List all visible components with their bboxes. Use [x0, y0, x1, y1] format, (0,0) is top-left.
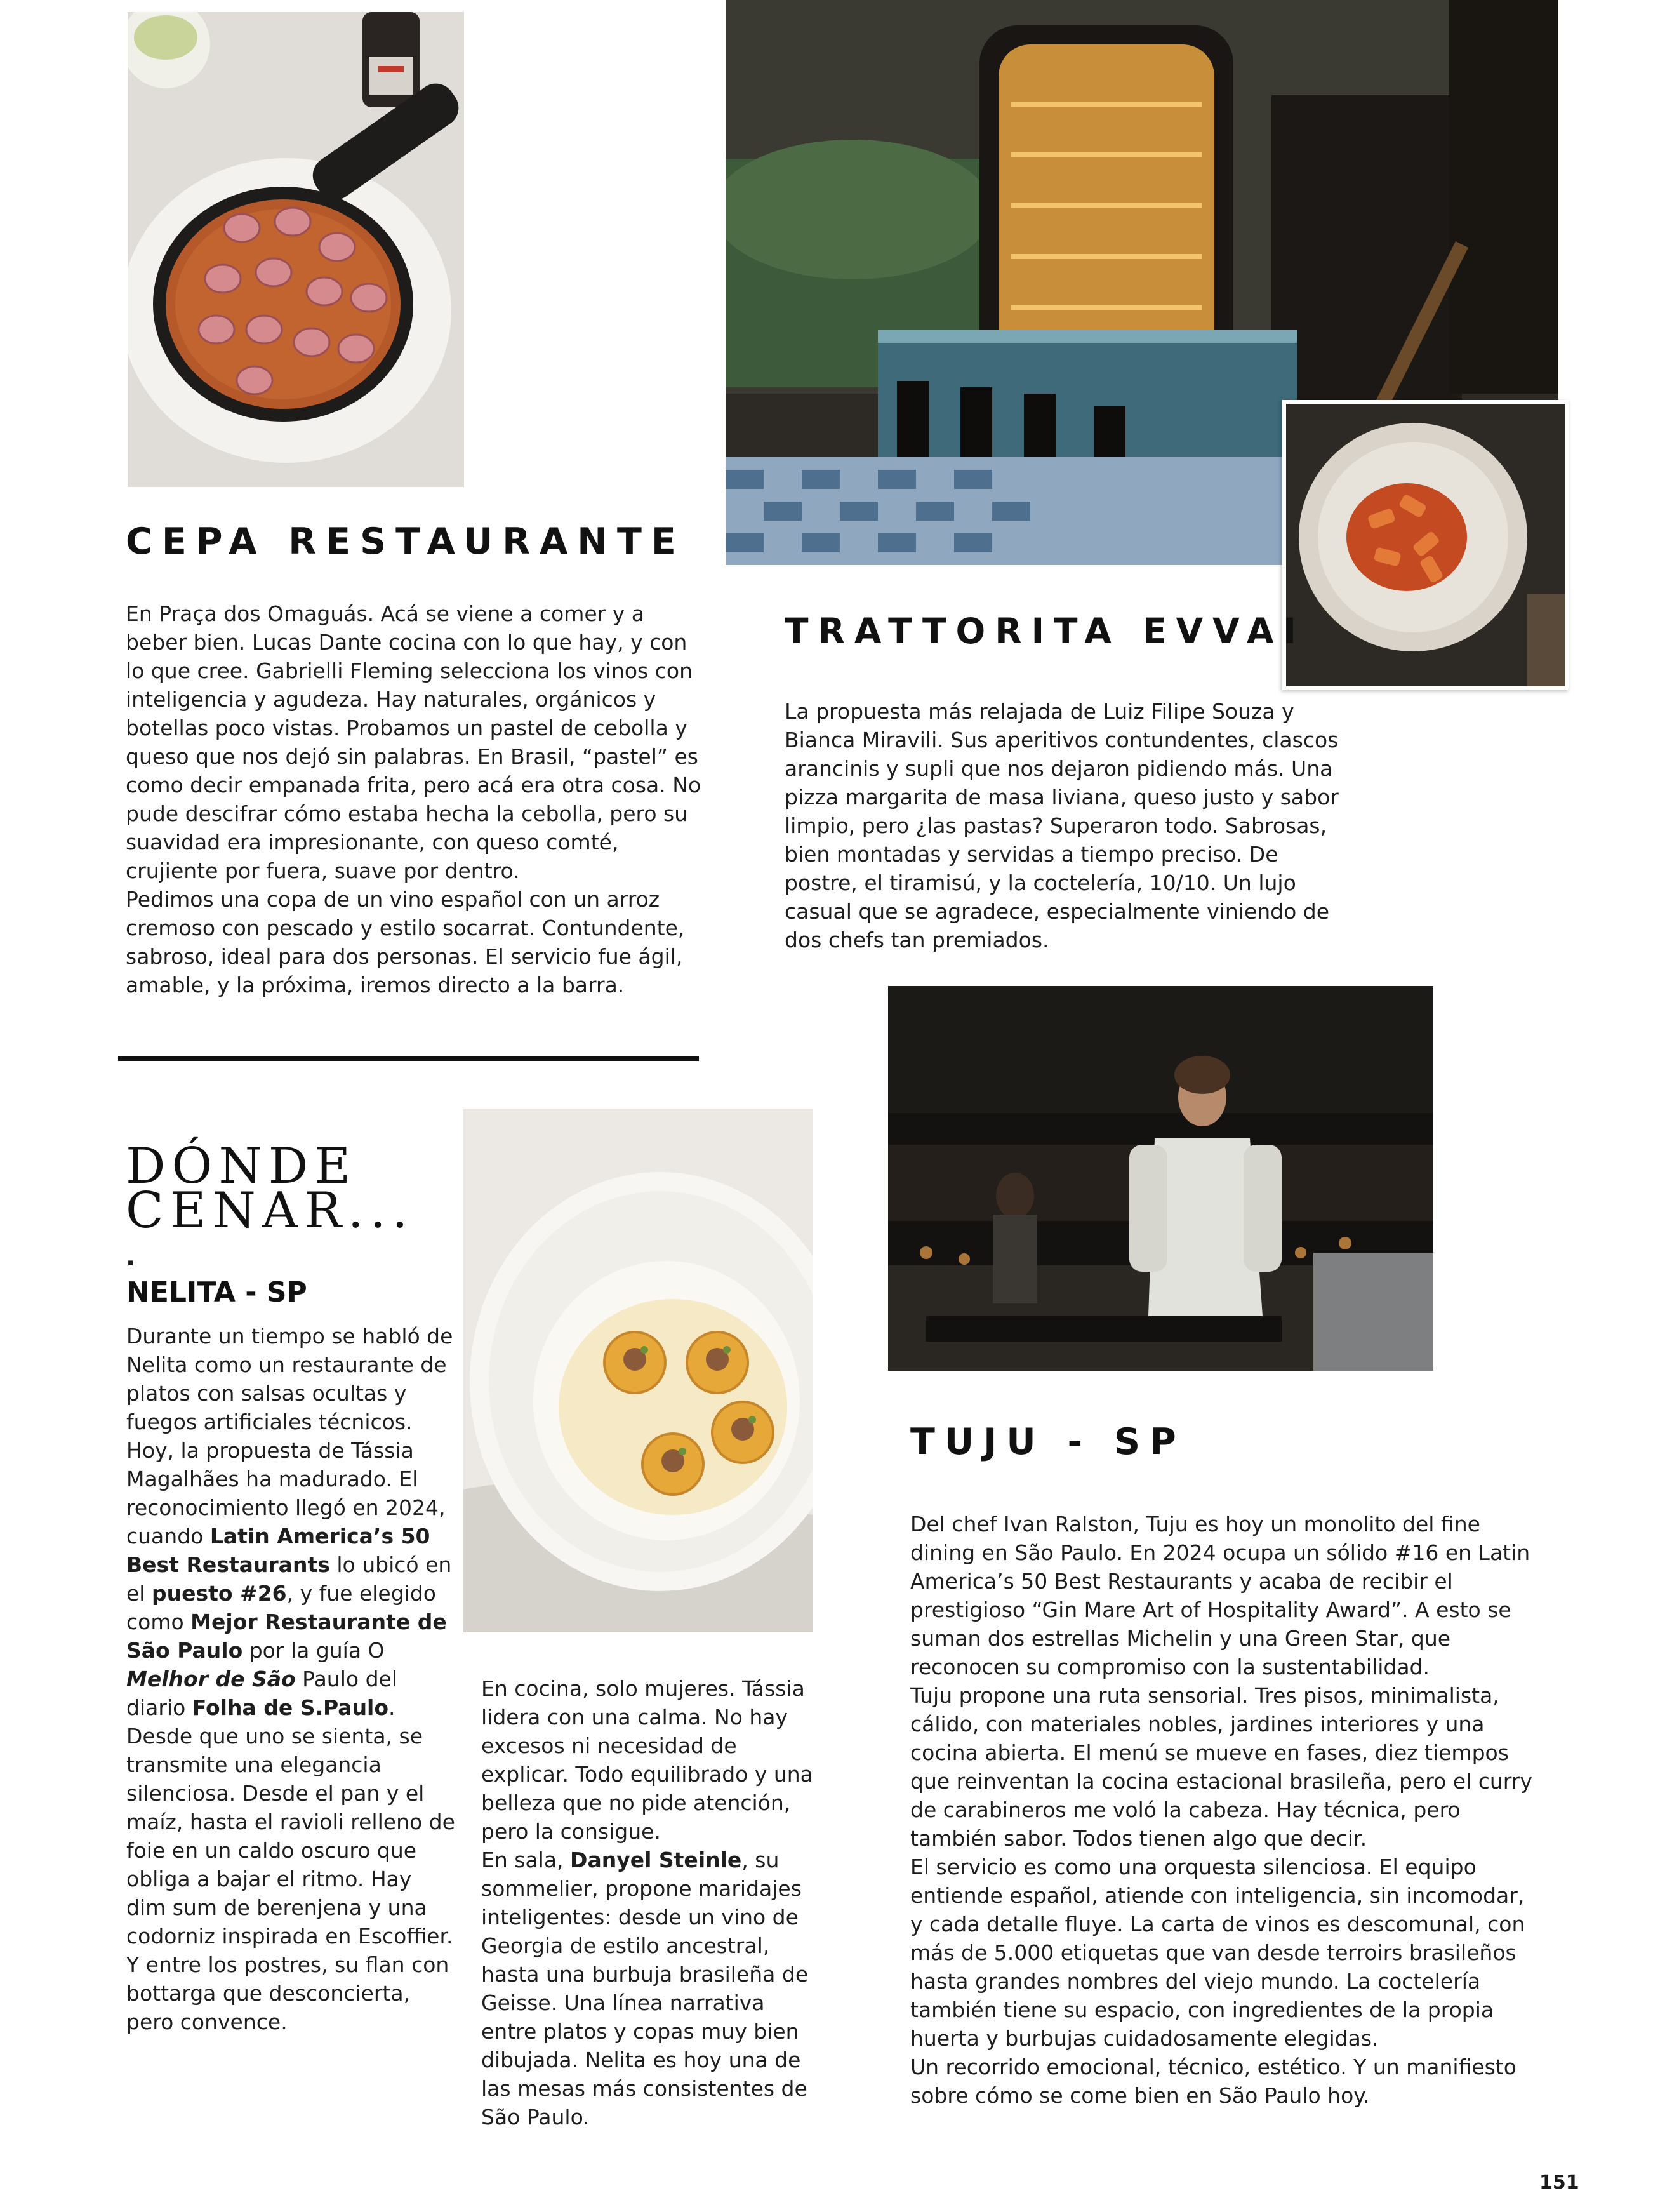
tuju-paragraph-3: El servicio es como una orquesta silenciosa. El equipo entiende español, atiende con inteligencia, sin incomodar, y cada detalle fluye. La carta de vinos es descomunal, con más de 5.000 etiquetas que van desde terroirs brasileños hasta grandes nombres del viejo mundo. La coctelería también tiene su espacio, con ingredientes de la propia huerta y burbujas cuidadosamente elegidas.: [910, 1855, 1525, 2051]
nelita-p1-mid3: por la guía O: [242, 1638, 385, 1663]
section-divider: [118, 1056, 699, 1061]
nelita-p4-bold: Danyel Steinle: [570, 1848, 742, 1872]
cepa-paragraph-1: En Praça dos Omaguás. Acá se viene a comer y a beber bien. Lucas Dante cocina con lo que hay, y con lo que cree. Gabrielli Fleming selecciona los vinos con inteligencia y agudeza. Hay naturales, orgánicos y botellas poco vistas. Probamos un pastel de cebolla y queso que nos dejó sin palabras. En Brasil, “pastel” es como decir empanada frita, pero acá era otra cosa. No pude descifrar cómo estaba hecha la cebolla, pero su suavidad era impresionante, con queso comté, crujiente por fuera, suave por dentro.: [126, 601, 701, 883]
tuju-body: [910, 1510, 1534, 2110]
heading-line-1: DÓNDE: [126, 1138, 357, 1195]
nelita-p1-mid2: , y fue elegido como: [126, 1581, 436, 1634]
nelita-p1-bold2: puesto #26: [151, 1581, 287, 1606]
nelita-p1-bold-italic: Melhor de São: [126, 1667, 296, 1691]
nelita-p1-end: .: [388, 1695, 395, 1720]
cepa-rice-dish-photo: [128, 12, 464, 487]
heading-dot: .: [126, 1243, 136, 1272]
nelita-col1: [126, 1322, 456, 2115]
nelita-col2: [481, 1674, 824, 2131]
nelita-p1-bold4: Folha de S.Paulo: [192, 1695, 389, 1720]
nelita-paragraph-2: Desde que uno se sienta, se transmite una elegancia silenciosa. Desde el pan y el maíz, hasta el ravioli relleno de foie en un caldo oscuro que obliga a bajar el ritmo. Hay dim sum de berenjena y una codorniz inspirada en Escoffier. Y entre los postres, su flan con bottarga que desconcierta, pero convence.: [126, 1724, 455, 2034]
nelita-p1-intro: Durante un tiempo se habló de Nelita como un restaurante de platos con salsas ocultas y fuegos artificiales técnicos. Hoy, la propuesta de Tássia Magalhães ha madurado. El reconocimiento llegó en 2024, cuando: [126, 1324, 453, 1549]
trattorita-paragraph: La propuesta más relajada de Luiz Filipe Souza y Bianca Miravili. Sus aperitivos contundentes, clascos arancinis y supli que nos dejaron pidiendo más. Una pizza margarita de masa liviana, queso justo y sabor limpio, pero ¿las pastas? Superaron todo. Sabrosas, bien montadas y servidas a tiempo preciso. De postre, el tiramisú, y la coctelería, 10/10. Un lujo casual que se agradece, especialmente viniendo de dos chefs tan premiados.: [785, 699, 1339, 952]
tuju-title: TUJU - SP: [910, 1421, 1186, 1463]
nelita-p4-pre: En sala,: [481, 1848, 571, 1872]
heading-line-2: CENAR...: [126, 1182, 415, 1239]
trattorita-body: [785, 697, 1356, 954]
nelita-p1-mid4: Paulo del diario: [126, 1667, 397, 1720]
nelita-paragraph-3: En cocina, solo mujeres. Tássia lidera con una calma. No hay excesos ni necesidad de explicar. Todo equilibrado y una belleza que no pide atención, pero la consigue.: [481, 1676, 813, 1844]
nelita-ravioli-photo: [463, 1109, 813, 1632]
tuju-paragraph-1: Del chef Ivan Ralston, Tuju es hoy un monolito del fine dining en São Paulo. En 2024 ocupa un sólido #16 en Latin America’s 50 Best Restaurants y acaba de recibir el prestigioso “Gin Mare Art of Hospitality Award”. A esto se suman dos estrellas Michelin y una Green Star, que reconocen su compromiso con la sustentabilidad.: [910, 1512, 1530, 1679]
cepa-body: [126, 599, 702, 999]
tuju-chef-kitchen-photo: [888, 986, 1433, 1371]
section-heading: [126, 1138, 415, 1239]
nelita-p1-bold1: Latin America’s 50 Best Restaurants: [126, 1524, 430, 1577]
trattorita-title: TRATTORITA EVVAI: [785, 611, 1306, 651]
nelita-p1-bold3: Mejor Restaurante de São Paulo: [126, 1609, 447, 1663]
nelita-paragraph-4: [481, 1846, 824, 2131]
page-number: 151: [1539, 2171, 1579, 2194]
tuju-paragraph-4: Un recorrido emocional, técnico, estético. Y un manifiesto sobre cómo se come bien en São Paulo hoy.: [910, 2055, 1517, 2108]
nelita-p4-post: , su sommelier, propone maridajes inteligentes: desde un vino de Georgia de estilo ancestral, hasta una burbuja brasileña de Geisse. Una línea narrativa entre platos y copas muy bien dibujada. Nelita es hoy una de las mesas más consistentes de São Paulo.: [481, 1848, 809, 2129]
nelita-title: NELITA - SP: [126, 1276, 307, 1309]
trattorita-pasta-bowl-photo: [1282, 400, 1569, 690]
tuju-paragraph-2: Tuju propone una ruta sensorial. Tres pisos, minimalista, cálido, con materiales nobles, jardines interiores y una cocina abierta. El menú se mueve en fases, diez tiempos que reinventan la cocina estacional brasileña, pero el curry de carabineros me voló la cabeza. Hay técnica, pero también sabor. Todos tienen algo que decir.: [910, 1683, 1532, 1851]
nelita-paragraph-1: [126, 1322, 456, 1722]
cepa-paragraph-2: Pedimos una copa de un vino español con un arroz cremoso con pescado y estilo socarrat. Contundente, sabroso, ideal para dos personas. El servicio fue ágil, amable, y la próxima, iremos directo a la barra.: [126, 887, 685, 997]
cepa-title: CEPA RESTAURANTE: [126, 521, 686, 563]
nelita-p1-mid1: lo ubicó en el: [126, 1552, 452, 1606]
